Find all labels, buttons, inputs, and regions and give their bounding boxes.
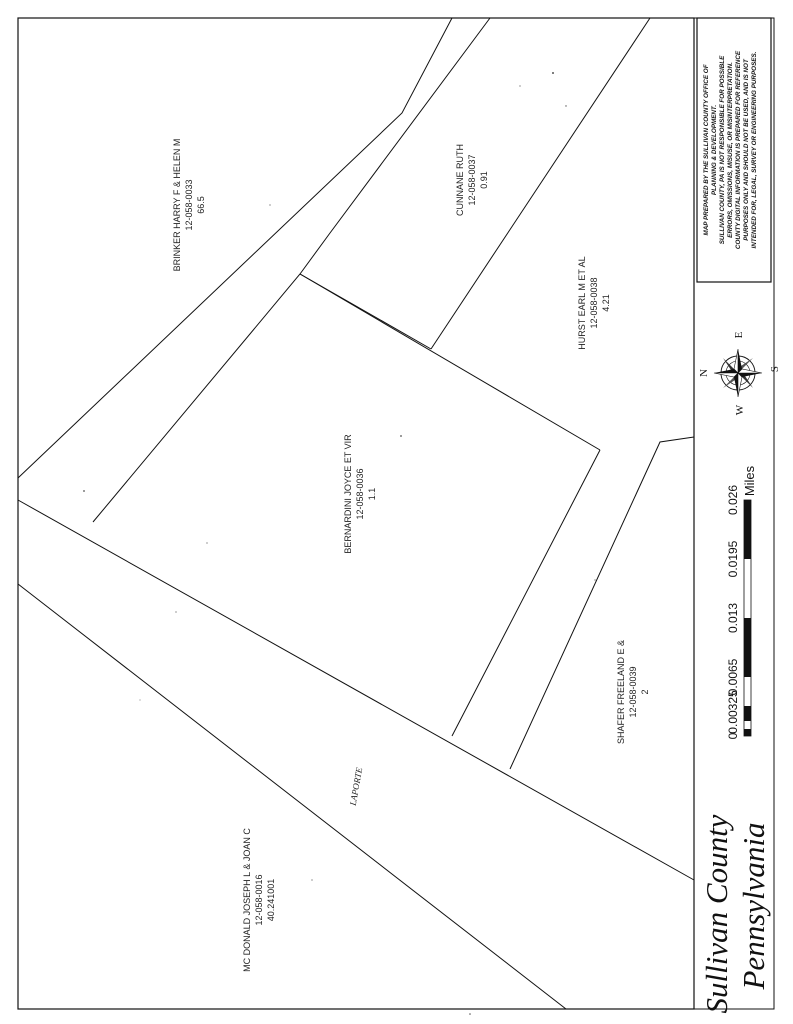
parcel-acres: 1.1 xyxy=(367,487,377,501)
scale-bar xyxy=(726,465,757,739)
disclaimer-line: PLANNING & DEVELOPMENT. xyxy=(711,104,718,196)
parcel-line-shafer-east xyxy=(510,437,694,769)
scale-tick-label: 0.00325 xyxy=(726,690,740,734)
compass-point-west xyxy=(738,373,742,397)
parcel-acres: 4.21 xyxy=(601,294,611,312)
scale-tick-label: 0 xyxy=(726,732,740,740)
parcel-label-mcdonald xyxy=(242,828,276,972)
parcel-id: 12-058-0039 xyxy=(628,666,638,718)
parcel-id: 12-058-0016 xyxy=(254,874,264,926)
scale-bar-segment xyxy=(744,500,751,559)
parcel-label-bernardini xyxy=(343,434,377,554)
scale-tick-label: 0.013 xyxy=(726,602,740,634)
scale-tick-label: 0.0065 xyxy=(726,658,740,696)
disclaimer-line: INTENDED FOR, LEGAL, SURVEY OR ENGINEERING PURPOSES. xyxy=(751,51,758,249)
compass-point-north xyxy=(714,373,738,377)
compass-label-w: W xyxy=(734,404,746,416)
road-label: LAPORTE xyxy=(347,766,365,807)
road-edge-northeast xyxy=(18,18,452,478)
disclaimer-line: ERRORS, OMISSIONS, MISUSE, OR MISINTERPRETATION. xyxy=(727,62,734,238)
compass-label-n: N xyxy=(698,369,710,377)
scale-tick-label: 0.0195 xyxy=(726,540,740,578)
parcel-id: 12-058-0036 xyxy=(355,468,365,520)
parcel-owner: BRINKER HARRY F & HELEN M xyxy=(172,138,182,272)
parcel-owner: HURST EARL M ET AL xyxy=(577,256,587,350)
scale-bar-segment xyxy=(744,706,751,721)
county-title-line2: Pennsylvania xyxy=(736,822,771,990)
road-edge-bernardini-side xyxy=(18,500,694,880)
parcel-id: 12-058-0033 xyxy=(184,179,194,231)
road-edge-mcdonald-side xyxy=(18,584,566,1009)
parcel-acres: 66.5 xyxy=(196,196,206,214)
compass-point-south xyxy=(738,369,762,373)
scale-bar-segment xyxy=(744,729,751,736)
parcel-label-cunnane xyxy=(455,144,489,216)
compass-rose-icon xyxy=(714,349,762,397)
county-title-line1: Sullivan County xyxy=(699,814,734,1014)
parcel-line-bernardini-east xyxy=(300,274,600,450)
parcel-acres: 0.91 xyxy=(479,171,489,189)
scale-unit-label: Miles xyxy=(742,465,757,497)
parcel-id: 12-058-0038 xyxy=(589,277,599,329)
parcel-owner: BERNARDINI JOYCE ET VIR xyxy=(343,434,353,554)
parcel-acres: 2 xyxy=(640,689,650,695)
parcel-acres: 40.241001 xyxy=(266,878,276,922)
scale-bar-segment xyxy=(744,618,751,677)
parcel-label-shafer xyxy=(616,640,650,744)
compass-point-east xyxy=(734,349,738,373)
disclaimer-line: SULLIVAN COUNTY, PA IS NOT RESPONSIBLE FOR POSSIBLE xyxy=(719,55,726,245)
compass-point-west xyxy=(734,373,738,397)
parcel-label-brinker xyxy=(172,139,206,272)
parcel-id: 12-058-0037 xyxy=(467,154,477,206)
disclaimer-line: PURPOSES ONLY AND SHOULD NOT BE USED, AND IS NOT xyxy=(743,59,750,241)
compass-label-s: S xyxy=(769,365,781,373)
scale-tick-label: 0.026 xyxy=(726,484,740,516)
scan-speckles xyxy=(83,72,596,1015)
parcel-owner: MC DONALD JOSEPH L & JOAN C xyxy=(242,828,252,972)
parcel-owner: CUNNANE RUTH xyxy=(455,144,465,216)
disclaimer-line: COUNTY DIGITAL INFORMATION IS PREPARED FOR REFERENCE xyxy=(735,50,742,250)
compass-label-e: E xyxy=(733,331,745,339)
disclaimer-line: MAP PREPARED BY THE SULLIVAN COUNTY OFFICE OF xyxy=(703,64,710,236)
parcel-line-brinker-south xyxy=(93,18,490,522)
parcel-line-bernardini-southeast xyxy=(452,450,600,736)
parcel-owner: SHAFER FREELAND E & xyxy=(616,639,626,745)
parcel-label-hurst xyxy=(577,256,611,349)
